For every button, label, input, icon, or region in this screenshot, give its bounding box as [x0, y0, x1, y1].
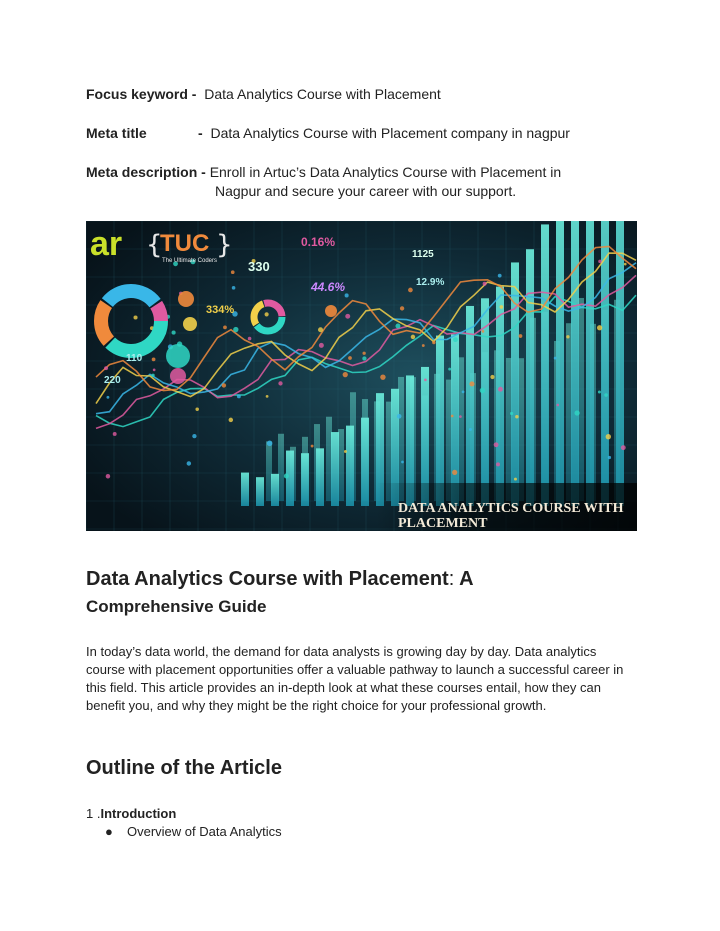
- scatter-dot: [498, 274, 502, 278]
- scatter-dot: [104, 366, 108, 370]
- scatter-dot: [343, 372, 348, 377]
- scatter-dot: [237, 394, 241, 398]
- bar-front: [316, 448, 324, 506]
- bubble: [178, 291, 194, 307]
- scatter-dot: [362, 356, 366, 360]
- scatter-dot: [231, 270, 235, 274]
- scatter-dot: [232, 286, 236, 290]
- scatter-dot: [462, 391, 465, 394]
- bar-front: [526, 249, 534, 506]
- article-heading-line2: Comprehensive Guide: [86, 597, 267, 616]
- scatter-dot: [452, 470, 457, 475]
- logo-brace-open: {: [146, 230, 163, 260]
- scatter-dot: [469, 381, 474, 386]
- bullet-icon: ●: [105, 824, 113, 839]
- scatter-dot: [459, 415, 462, 418]
- scatter-dot: [195, 408, 198, 411]
- meta-title-dash: -: [198, 125, 203, 141]
- scatter-dot: [554, 357, 557, 360]
- logo-tagline: The Ultimate Coders: [162, 258, 218, 264]
- outline-item-label: Introduction: [100, 806, 177, 821]
- scatter-dot: [248, 337, 252, 341]
- scatter-dot: [510, 412, 513, 415]
- scatter-dot: [597, 325, 602, 330]
- scatter-dot: [401, 461, 404, 464]
- scatter-dot: [422, 344, 425, 347]
- scatter-dot: [598, 260, 602, 264]
- bar-front: [436, 336, 444, 506]
- bar-front: [496, 287, 504, 506]
- scatter-dot: [480, 388, 485, 393]
- scatter-dot: [408, 288, 413, 293]
- figure-label: 0.16%: [301, 235, 336, 249]
- article-heading-colon: :: [448, 568, 455, 590]
- scatter-dot: [311, 445, 314, 448]
- scatter-dot: [556, 404, 559, 407]
- bar-front: [256, 477, 264, 506]
- outline-heading: Outline of the Article: [86, 757, 282, 779]
- scatter-dot: [432, 341, 435, 344]
- scatter-dot: [284, 474, 289, 479]
- meta-description-line: [86, 164, 561, 180]
- bar-front: [271, 474, 279, 506]
- figure-label: 330: [248, 259, 270, 274]
- scatter-dot: [229, 418, 234, 423]
- outline-item: [86, 806, 176, 821]
- figure-label: 220: [104, 375, 121, 386]
- scatter-dot: [566, 335, 569, 338]
- meta-description-line2: Nagpur and secure your career with our support.: [215, 183, 517, 199]
- scatter-dot: [265, 312, 269, 316]
- scatter-dot: [151, 374, 154, 377]
- scatter-dot: [483, 282, 487, 286]
- bar-front: [466, 306, 474, 506]
- scatter-dot: [153, 369, 156, 372]
- scatter-dot: [498, 387, 503, 392]
- meta-title-line: [86, 125, 570, 141]
- scatter-dot: [380, 374, 385, 379]
- scatter-dot: [106, 396, 109, 399]
- outline-sub-item: [105, 824, 282, 839]
- scatter-dot: [598, 391, 601, 394]
- bar-front: [556, 221, 564, 506]
- scatter-dot: [152, 358, 156, 362]
- scatter-dot: [494, 442, 499, 447]
- bar-front: [451, 334, 459, 506]
- scatter-dot: [113, 432, 117, 436]
- bar-front: [331, 432, 339, 506]
- scatter-dot: [496, 462, 500, 466]
- scatter-dot: [514, 478, 517, 481]
- scatter-dot: [448, 368, 451, 371]
- scatter-dot: [575, 410, 580, 415]
- scatter-dot: [453, 337, 458, 342]
- scatter-dot: [411, 335, 415, 339]
- bubble: [170, 368, 186, 384]
- scatter-dot: [192, 434, 196, 438]
- figure-label: 12.9%: [416, 277, 445, 288]
- scatter-dot: [451, 415, 454, 418]
- bar-front: [601, 221, 609, 506]
- bubble: [183, 317, 197, 331]
- logo-ar-text: ar: [90, 225, 123, 263]
- bar-front: [586, 221, 594, 506]
- scatter-dot: [106, 474, 110, 478]
- scatter-dot: [278, 381, 282, 385]
- scatter-dot: [267, 441, 273, 447]
- meta-title-value: Data Analytics Course with Placement company in nagpur: [210, 125, 570, 141]
- scatter-dot: [395, 323, 400, 328]
- focus-keyword-line: [86, 86, 441, 102]
- logo-tuc-text: TUC: [160, 230, 210, 257]
- scatter-dot: [400, 306, 404, 310]
- scatter-dot: [319, 343, 324, 348]
- meta-description-line1: Enroll in Artuc’s Data Analytics Course with Placement in: [209, 164, 562, 180]
- logo-brace-close: }: [216, 230, 233, 260]
- outline-sub-item-label: Overview of Data Analytics: [127, 824, 282, 839]
- hero-image: [86, 221, 637, 531]
- focus-keyword-label: Focus keyword -: [86, 86, 197, 102]
- figure-label: 1125: [412, 249, 434, 260]
- figure-label: 110: [126, 353, 143, 364]
- meta-title-label: Meta title: [86, 125, 147, 141]
- bar-front: [301, 453, 309, 506]
- focus-keyword-value: Data Analytics Course with Placement: [204, 86, 441, 102]
- intro-paragraph: In today’s data world, the demand for data analysts is growing day by day. Data analytics course with placement opportunities offer a valuable pathway to launch a successful career in this field. This article provides an in-depth look at what these courses entail, how they can benefit you, and why they might be the right choice for your professional growth.: [86, 644, 624, 713]
- scatter-dot: [187, 461, 191, 465]
- bar-front: [361, 418, 369, 506]
- scatter-dot: [608, 456, 611, 459]
- scatter-dot: [348, 356, 352, 360]
- scatter-dot: [424, 378, 427, 381]
- scatter-dot: [233, 327, 238, 332]
- meta-description-label: Meta description -: [86, 164, 206, 180]
- scatter-dot: [397, 414, 402, 419]
- scatter-dot: [515, 415, 518, 418]
- scatter-dot: [172, 331, 176, 335]
- article-heading-main: Data Analytics Course with Placement: [86, 568, 449, 590]
- bar-front: [241, 473, 249, 506]
- scatter-dot: [133, 315, 137, 319]
- hero-caption-line1: DATA ANALYTICS COURSE WITH: [398, 501, 624, 516]
- scatter-dot: [345, 314, 350, 319]
- scatter-dot: [482, 330, 485, 333]
- bar-front: [511, 262, 519, 506]
- scatter-dot: [266, 395, 269, 398]
- scatter-dot: [223, 325, 227, 329]
- article-heading-tail: A: [459, 568, 474, 590]
- bar-front: [541, 224, 549, 506]
- hero-caption-line2: PLACEMENT: [398, 516, 488, 531]
- outline-number: 1 .: [86, 806, 101, 821]
- scatter-dot: [624, 263, 627, 266]
- scatter-dot: [363, 352, 366, 355]
- scatter-dot: [318, 327, 323, 332]
- bubble: [325, 305, 337, 317]
- scatter-dot: [621, 445, 626, 450]
- bar-front: [346, 426, 354, 506]
- figure-label: 334%: [206, 304, 235, 316]
- scatter-dot: [490, 375, 494, 379]
- scatter-dot: [345, 293, 349, 297]
- bubble: [166, 344, 190, 368]
- scatter-dot: [604, 393, 608, 397]
- scatter-dot: [500, 305, 504, 309]
- scatter-dot: [519, 334, 523, 338]
- analytics-dashboard-illustration: [86, 221, 637, 531]
- bar-front: [571, 221, 579, 506]
- article-heading: [86, 566, 646, 620]
- scatter-dot: [469, 428, 472, 431]
- scatter-dot: [222, 383, 226, 387]
- scatter-dot: [606, 434, 611, 439]
- scatter-dot: [344, 450, 347, 453]
- figure-label: 44.6%: [311, 280, 346, 294]
- bar-front: [616, 221, 624, 506]
